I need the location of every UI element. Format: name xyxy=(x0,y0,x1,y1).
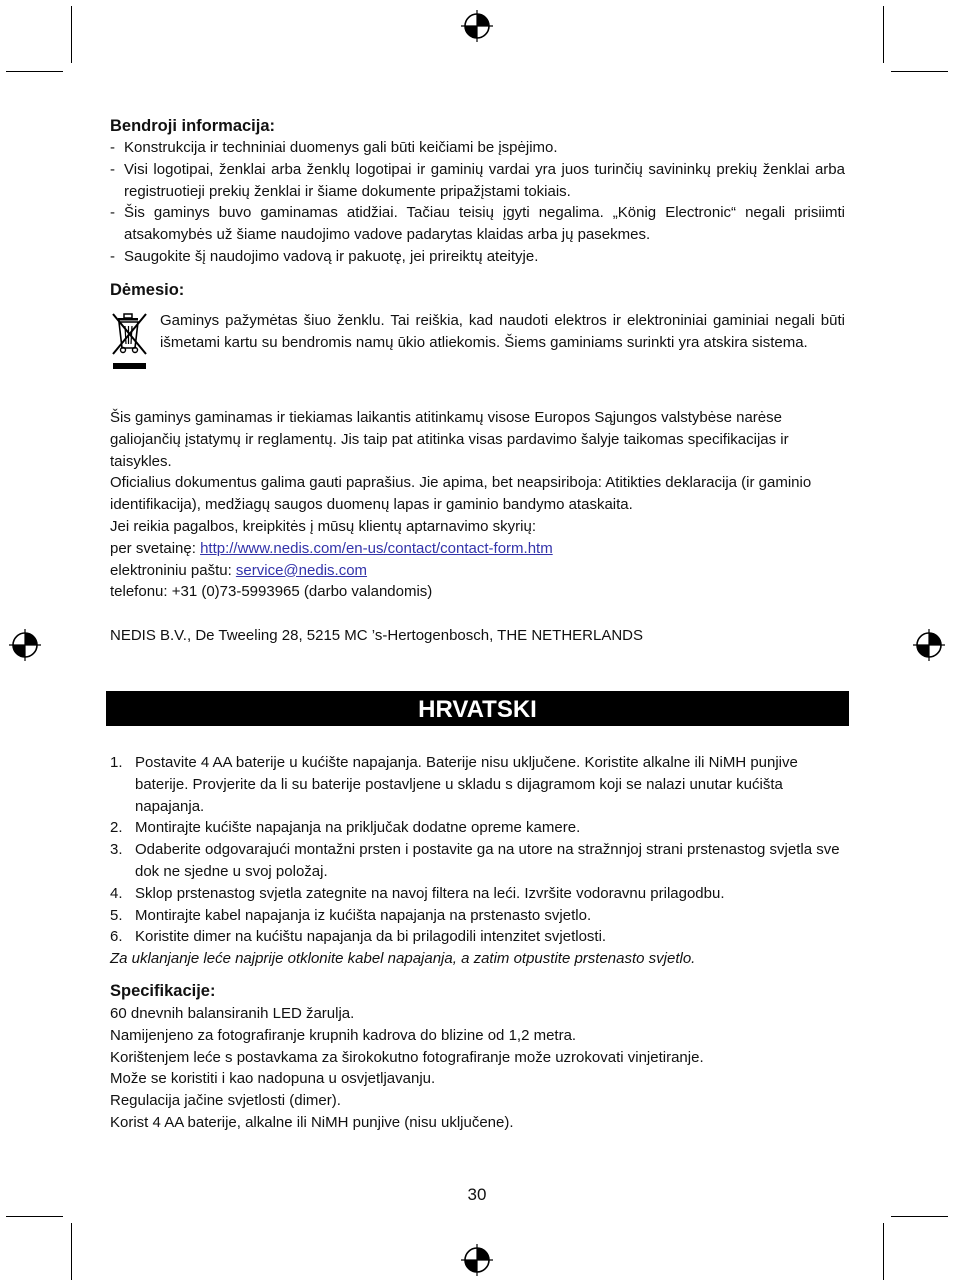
web-contact-line xyxy=(110,538,845,560)
step-number: 1. xyxy=(110,754,123,771)
list-item xyxy=(110,905,845,927)
step-number: 3. xyxy=(110,841,123,859)
crop-mark xyxy=(6,1216,63,1217)
step-number: 4. xyxy=(110,884,123,902)
crop-mark xyxy=(891,71,948,72)
crop-mark xyxy=(71,6,72,63)
step-text: Montirajte kabel napajanja iz kućišta napajanja na prstenasto svjetlo. xyxy=(135,906,592,924)
step-number: 2. xyxy=(110,819,123,837)
general-info-list xyxy=(110,137,845,268)
step-text: Sklop prstenastog svjetla zategnite na navoj filtera na leći. Izvršite vodoravnu prilagodbu. xyxy=(135,884,725,902)
paragraph: Jei reikia pagalbos, kreipkitės į mūsų klientų aptarnavimo skyrių: xyxy=(110,517,537,535)
step-text: Montirajte kućište napajanja na priključak dodatne opreme kamere. xyxy=(135,819,581,837)
list-item xyxy=(110,817,845,839)
section-heading: Dėmesio: xyxy=(110,281,185,299)
list-item: - Visi logotipai, ženklai arba ženklų logotipai ir gaminių vardai yra juos turinčių savininkų prekių ženklai arba registruotieji prekių ženklai ir šiame dokumente pripažįstami tokiais. xyxy=(110,159,845,203)
list-item: Može se koristiti i kao nadopuna u osvjetljavanju. xyxy=(110,1070,436,1088)
list-item: Namijenjeno za fotografiranje krupnih kadrova do blizine od 1,2 metra. xyxy=(110,1026,577,1044)
crop-mark xyxy=(883,1223,884,1280)
email-contact-line xyxy=(110,560,845,582)
paragraph: Oficialius dokumentus galima gauti paprašius. Jie apima, bet neapsiriboja: Atitikties deklaracija (ir gaminio identifikacija), medžiagų saugos duomenų lapas ir gaminio bandymo ataskaita. xyxy=(110,474,812,514)
list-item xyxy=(110,752,845,817)
list-item xyxy=(110,839,845,883)
crossed-out-wheelie-bin-icon xyxy=(110,312,150,372)
specifications-section xyxy=(110,981,845,1134)
crop-mark xyxy=(6,71,63,72)
note: Za uklanjanje leće najprije otklonite kabel napajanja, a zatim otpustite prstenasto svjetlo. xyxy=(110,950,696,968)
weee-text: Gaminys pažymėtas šiuo ženklu. Tai reiškia, kad naudoti elektros ir elektroniniai gaminiai negali būti išmetami kartu su bendromis namų ūkio atliekomis. Šiems gaminiams surinkti yra atskira sistema. xyxy=(160,312,845,351)
paragraph: Šis gaminys gaminamas ir tiekiamas laikantis atitinkamų visose Europos Sąjungos valstybėse narėse galiojančių įstatymų ir reglamentų. Jis taip pat atitinka visas pardavimo šalyje taikomas specifikacijas ir taisykles. xyxy=(110,409,789,470)
address-line: NEDIS B.V., De Tweeling 28, 5215 MC ’s-Hertogenbosch, THE NETHERLANDS xyxy=(110,626,644,644)
list-item xyxy=(110,926,845,948)
registration-mark-icon xyxy=(913,629,945,661)
crop-mark xyxy=(71,1223,72,1280)
phone-line: telefonu: +31 (0)73-5993965 (darbo valandomis) xyxy=(110,583,433,601)
list-item: Korištenjem leće s postavkama za širokokutno fotografiranje može uzrokovati vinjetiranje. xyxy=(110,1048,704,1066)
registration-mark-icon xyxy=(9,629,41,661)
general-info-section xyxy=(110,116,845,268)
step-number: 5. xyxy=(110,906,123,924)
web-label: per svetainę: xyxy=(110,539,201,557)
crop-mark xyxy=(891,1216,948,1217)
list-item: Korist 4 AA baterije, alkalne ili NiMH punjive (nisu uključene). xyxy=(110,1113,514,1131)
step-text: Odaberite odgovarajući montažni prsten i postavite ga na utore na stražnnjoj strani prstenastog svjetla sve dok ne sjedne u svoj položaj. xyxy=(135,841,840,880)
step-text: Postavite 4 AA baterije u kućište napajanja. Baterije nisu uključene. Koristite alkalne ili NiMH punjive baterije. Provjerite da li su baterije postavljene u skladu s dijagramom koji se nalazi unutar kućišta napajanja. xyxy=(135,754,798,815)
spec-list xyxy=(110,1003,845,1134)
email-label: elektroniniu paštu: xyxy=(110,561,236,579)
list-item: - Saugokite šį naudojimo vadovą ir pakuotę, jei prireiktų ateityje. xyxy=(110,246,845,268)
registration-mark-icon xyxy=(461,10,493,42)
list-item xyxy=(110,883,845,905)
step-text: Koristite dimer na kućištu napajanja da bi prilagodili intenzitet svjetlosti. xyxy=(135,928,607,946)
attention-section xyxy=(110,280,845,354)
weee-notice xyxy=(110,310,845,354)
list-item: - Šis gaminys buvo gaminamas atidžiai. Tačiau teisių įgyti negalima. „König Electronic“ negali prisiimti atsakomybės už šiame naudojimo vadove padarytas klaidas arba jų pasekmes. xyxy=(110,202,845,246)
compliance-section xyxy=(110,407,845,647)
instructions-section xyxy=(110,752,845,970)
instruction-steps xyxy=(110,752,845,948)
list-item: Regulacija jačine svjetlosti (dimer). xyxy=(110,1092,341,1110)
list-item: - Konstrukcija ir techniniai duomenys gali būti keičiami be įspėjimo. xyxy=(110,137,845,159)
language-banner: HRVATSKI xyxy=(106,691,849,726)
list-item: 60 dnevnih balansiranih LED žarulja. xyxy=(110,1005,355,1022)
step-number: 6. xyxy=(110,928,123,946)
page-number: 30 xyxy=(467,1185,487,1204)
section-heading: Specifikacije: xyxy=(110,982,216,1000)
email-link[interactable]: service@nedis.com xyxy=(235,561,368,579)
crop-mark xyxy=(883,6,884,63)
contact-form-link[interactable]: http://www.nedis.com/en-us/contact/contact-form.htm xyxy=(200,539,553,557)
section-heading: Bendroji informacija: xyxy=(110,117,276,135)
registration-mark-icon xyxy=(461,1244,493,1276)
